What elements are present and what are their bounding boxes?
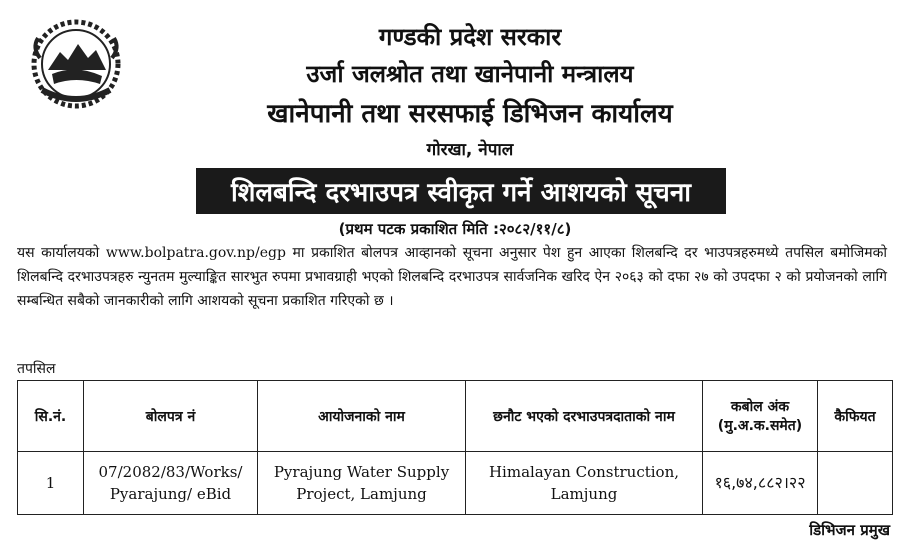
- notice-title: शिलबन्दि दरभाउपत्र स्वीकृत गर्ने आशयको सूचना: [196, 168, 726, 214]
- government-name: गण्डकी प्रदेश सरकार: [378, 23, 562, 51]
- ministry-name: उर्जा जलश्रोत तथा खानेपानी मन्त्रालय: [306, 60, 634, 88]
- table-row: [18, 452, 893, 515]
- cell-remarks: [818, 452, 893, 515]
- nepal-government-emblem: [22, 18, 130, 110]
- notice-body: यस कार्यालयको www.bolpatra.gov.np/egp मा प्रकाशित बोलपत्र आव्हानको सूचना अनुसार पेश हुन आएका शिलबन्दि दर भाउपत्रहरुमध्ये तपसिल बमोजिमको शिलबन्दि दरभाउपत्रहरु न्युनतम मुल्याङ्कित सारभुत रुपमा प्रभावग्राही भएको शिलबन्दि दरभाउपत्र सार्वजनिक खरिद ऐन २०६३ को दफा २७ को उपदफा २ को प्रयोजनको लागि सम्बन्धित सबैको जानकारीको लागि आशयको सूचना प्रकाशित गरिएको छ ।: [17, 245, 887, 309]
- table-header-row: [18, 381, 893, 452]
- header-remarks: कैफियत: [818, 381, 893, 452]
- office-name: खानेपानी तथा सरसफाई डिभिजन कार्यालय: [267, 99, 673, 129]
- cell-bidder: Himalayan Construction, Lamjung: [466, 452, 703, 515]
- published-date: (प्रथम पटक प्रकाशित मिति :२०८२/११/८): [338, 220, 572, 238]
- header-sn: सि.नं.: [18, 381, 84, 452]
- cell-amount: १६,७४,८८२।२२: [703, 452, 818, 515]
- office-location: गोरखा, नेपाल: [426, 140, 514, 160]
- header-project: आयोजनाको नाम: [258, 381, 466, 452]
- signatory-title: डिभिजन प्रमुख: [809, 521, 890, 539]
- cell-sn: 1: [18, 452, 84, 515]
- header-amount: कबोल अंक (मु.अ.क.समेत): [703, 381, 818, 452]
- cell-bid-no: 07/2082/83/Works/ Pyarajung/ eBid: [84, 452, 258, 515]
- details-label: तपसिल: [17, 361, 56, 377]
- header-bidder: छनौट भएको दरभाउपत्रदाताको नाम: [466, 381, 703, 452]
- cell-project: Pyrajung Water Supply Project, Lamjung: [258, 452, 466, 515]
- header-bid-no: बोलपत्र नं: [84, 381, 258, 452]
- bid-details-table: [17, 380, 893, 515]
